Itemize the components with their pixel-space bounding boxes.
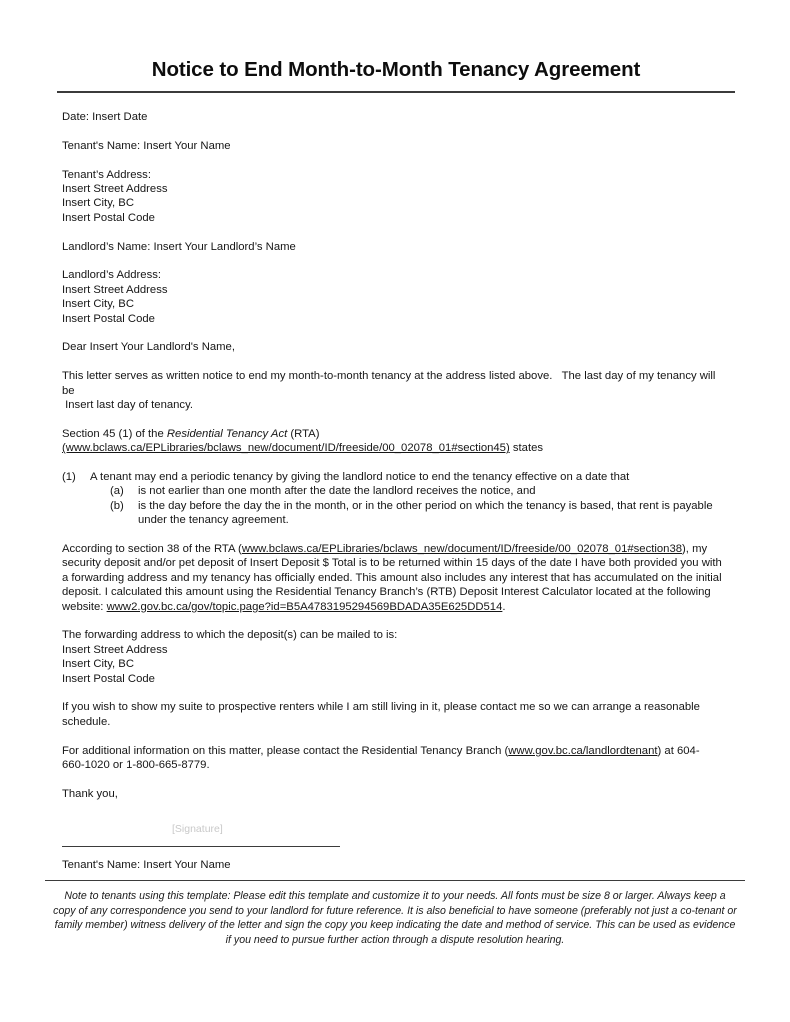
deposit-text-end: . xyxy=(502,600,506,613)
date-line: Date: Insert Date xyxy=(62,111,148,123)
section-reference-line xyxy=(62,427,722,441)
signature-area[interactable] xyxy=(62,816,722,858)
landlord-address-street: Insert Street Address xyxy=(62,283,168,296)
forwarding-address-postal: Insert Postal Code xyxy=(62,672,155,685)
tenant-address-street: Insert Street Address xyxy=(62,183,168,195)
section-reference-block xyxy=(62,427,722,456)
deposit-interest-calculator-link[interactable]: www2.gov.bc.ca/gov/topic.page?id=B5A4783195294569BDADA35E625DD514 xyxy=(106,600,503,613)
tenant-name-line: Tenant's Name: Insert Your Name xyxy=(62,139,231,152)
forwarding-address-label: The forwarding address to which the deposit(s) can be mailed to is: xyxy=(62,629,398,642)
contact-text-before-link: For additional information on this matter, please contact the Residential Tenancy Branch ( xyxy=(62,744,509,757)
signature-line xyxy=(62,846,340,847)
tenant-address-city: Insert City, BC xyxy=(62,197,134,210)
contact-paragraph xyxy=(62,744,722,773)
tenant-address-label: Tenant’s Address: xyxy=(62,168,151,181)
section-ref-states: states xyxy=(509,442,544,455)
forwarding-address-street: Insert Street Address xyxy=(62,643,168,656)
landlord-address-label: Landlord’s Address: xyxy=(62,269,162,282)
deposit-text-after-link: ), my security deposit and/or pet deposit of Insert Deposit $ Total is to be returned within 15 days of the date I have both provided you with a forwarding address and my tenancy has officially ended. This amount also includes any interest that has accumulated on the initial deposit. I calculated this amount using the Residential Tenancy Branch’s (RTB) Deposit Interest Calculator located at the following website: xyxy=(62,543,722,613)
footer-note-text: Note to tenants using this template: Please edit this template and customize it to your needs. All fonts must be size 8 or larger. Always keep a copy of any correspondence you send to your landlord for future reference. It is also beneficial to have someone (preferably not just a co-tenant or family member) witness delivery of the letter and sign the copy you keep indicating the date and method of service. This can be used as evidence if you need to pursue further action through a dispute resolution hearing. xyxy=(53,890,737,946)
salutation: Dear Insert Your Landlord's Name, xyxy=(62,341,235,354)
list-item-1-number: (1) xyxy=(62,471,76,484)
page-title: Notice to End Month-to-Month Tenancy Agreement xyxy=(151,58,641,81)
title-block xyxy=(57,58,735,93)
tenant-address-postal: Insert Postal Code xyxy=(62,211,155,224)
landlord-address-city: Insert City, BC xyxy=(62,298,134,311)
forwarding-address-block xyxy=(62,628,722,686)
footer-divider xyxy=(45,880,745,881)
intro-line-2: Insert last day of tenancy. xyxy=(62,399,194,412)
landlord-address-block xyxy=(62,268,722,326)
title-divider xyxy=(57,91,735,93)
list-item-a xyxy=(62,484,722,498)
list-item-b-text: is the day before the day the in the month, or in the other period on which the tenancy is based, that rent is payable under the tenancy agreement. xyxy=(138,499,713,527)
rtb-website-link[interactable]: www.gov.bc.ca/landlordtenant xyxy=(508,744,658,757)
footer-note-block xyxy=(45,880,745,947)
forwarding-address-city: Insert City, BC xyxy=(62,658,134,671)
list-item-1 xyxy=(62,470,722,484)
tenant-address-block xyxy=(62,168,722,226)
intro-paragraph xyxy=(62,369,722,412)
section-ref-suffix: (RTA) xyxy=(287,427,320,440)
section-ref-prefix: Section 45 (1) of the xyxy=(62,427,167,440)
quoted-section-sublist xyxy=(62,484,722,527)
deposit-text-before-link: According to section 38 of the RTA ( xyxy=(62,543,242,556)
landlord-address-postal: Insert Postal Code xyxy=(62,312,155,325)
list-item-1-text: A tenant may end a periodic tenancy by giving the landlord notice to end the tenancy effective on a date that xyxy=(90,471,630,484)
bclaws-section45-link[interactable]: (www.bclaws.ca/EPLibraries/bclaws_new/document/ID/freeside/00_02078_01#section45) xyxy=(62,442,510,455)
quoted-section-list xyxy=(62,470,722,528)
list-item-a-label: (a) xyxy=(110,485,124,498)
intro-line-1: This letter serves as written notice to end my month-to-month tenancy at the address listed above. The last day of my tenancy will be xyxy=(62,370,719,397)
bclaws-section38-link[interactable]: www.bclaws.ca/EPLibraries/bclaws_new/document/ID/freeside/00_02078_01#section38 xyxy=(241,543,683,556)
act-title: Residential Tenancy Act xyxy=(166,427,288,440)
list-item-a-text: is not earlier than one month after the date the landlord receives the notice, and xyxy=(138,485,536,498)
signature-placeholder[interactable]: [Signature] xyxy=(172,822,223,835)
contact-text-after-link: ) at 604-660-1020 or 1-800-665-8779. xyxy=(62,744,700,772)
showings-paragraph: If you wish to show my suite to prospective renters while I am still living in it, please contact me so we can arrange a reasonable schedule. xyxy=(62,701,700,728)
list-item-b-label: (b) xyxy=(110,499,124,512)
letter-body xyxy=(62,110,722,886)
landlord-name-line: Landlord’s Name: Insert Your Landlord’s Name xyxy=(62,240,296,253)
deposit-paragraph xyxy=(62,542,722,614)
closing-tenant-name-line: Tenant's Name: Insert Your Name xyxy=(62,858,231,871)
list-item-b xyxy=(62,499,722,528)
thank-you-line: Thank you, xyxy=(62,787,118,800)
section-reference-url-line xyxy=(62,441,722,455)
